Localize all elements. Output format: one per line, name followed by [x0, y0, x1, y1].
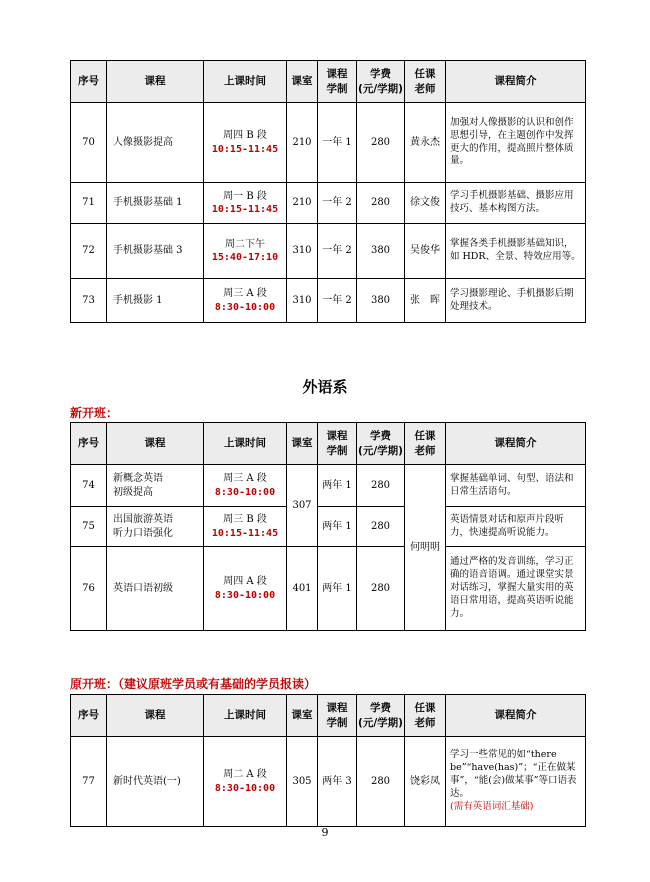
cell-room: 210	[287, 183, 318, 224]
header-course: 课程	[107, 695, 204, 737]
cell-teacher-shared: 何明明	[405, 465, 446, 631]
cell-duration: 一年 2	[318, 224, 357, 279]
cell-teacher: 吴俊华	[405, 224, 446, 279]
prerequisite-note: (需有英语词汇基础)	[450, 800, 534, 812]
cell-course: 人像摄影提高	[107, 103, 204, 183]
cell-room-shared: 307	[287, 465, 318, 547]
cell-room: 305	[287, 737, 318, 827]
header-duration: 课程 学制	[318, 695, 357, 737]
cell-teacher: 徐文俊	[405, 183, 446, 224]
cell-no: 74	[71, 465, 107, 507]
photography-course-table	[70, 60, 586, 323]
header-course: 课程	[107, 61, 204, 103]
header-course: 课程	[107, 423, 204, 465]
cell-course: 英语口语初级	[107, 547, 204, 631]
header-room: 课室	[287, 423, 318, 465]
cell-fee: 280	[357, 547, 405, 631]
new-class-label: 新开班：	[70, 406, 119, 420]
cell-no: 76	[71, 547, 107, 631]
cell-duration: 两年 1	[318, 507, 357, 547]
cell-time: 周三 B 段 10:15-11:45	[204, 507, 287, 547]
cell-room: 401	[287, 547, 318, 631]
table-row	[71, 279, 586, 323]
cell-desc: 掌握各类手机摄影基础知识，如 HDR、全景、特效应用等。	[446, 224, 586, 279]
cell-no: 77	[71, 737, 107, 827]
header-no: 序号	[71, 61, 107, 103]
cell-fee: 280	[357, 183, 405, 224]
cell-time: 周二下午 15:40-17:10	[204, 224, 287, 279]
cell-no: 75	[71, 507, 107, 547]
cell-duration: 两年 1	[318, 547, 357, 631]
header-duration: 课程 学制	[318, 61, 357, 103]
cell-fee: 380	[357, 279, 405, 323]
header-time: 上课时间	[204, 695, 287, 737]
section-title: 外语系	[302, 378, 348, 396]
cell-no: 70	[71, 103, 107, 183]
header-fee: 学费 (元/学期)	[357, 423, 405, 465]
cell-duration: 一年 2	[318, 183, 357, 224]
cell-desc: 加强对人像摄影的认识和创作思想引导，在主题创作中发挥更大的作用，提高照片整体质量。	[446, 103, 586, 183]
cell-room: 210	[287, 103, 318, 183]
cell-teacher: 饶彩凤	[405, 737, 446, 827]
old-class-label: 原开班：（建议原班学员或有基础的学员报读）	[70, 677, 317, 691]
cell-teacher: 张 晖	[405, 279, 446, 323]
page-number: 9	[321, 826, 329, 839]
cell-desc: 掌握基础单词、句型、语法和日常生活语句。	[446, 465, 586, 507]
header-duration: 课程 学制	[318, 423, 357, 465]
cell-no: 72	[71, 224, 107, 279]
cell-time: 周一 B 段 10:15-11:45	[204, 183, 287, 224]
cell-desc: 学习手机摄影基础、摄影应用技巧、基本构图方法。	[446, 183, 586, 224]
cell-duration: 一年 1	[318, 103, 357, 183]
table-row	[71, 507, 586, 547]
header-desc: 课程简介	[446, 423, 586, 465]
cell-course: 出国旅游英语 听力口语强化	[107, 507, 204, 547]
cell-no: 71	[71, 183, 107, 224]
cell-duration: 两年 3	[318, 737, 357, 827]
table-header-row	[71, 695, 586, 737]
header-room: 课室	[287, 695, 318, 737]
header-fee: 学费 (元/学期)	[357, 61, 405, 103]
cell-course: 手机摄影 1	[107, 279, 204, 323]
english-old-course-table	[70, 694, 586, 827]
cell-time: 周二 A 段 8:30-10:00	[204, 737, 287, 827]
table-row	[71, 224, 586, 279]
cell-room: 310	[287, 224, 318, 279]
cell-desc: 学习摄影理论、手机摄影后期处理技术。	[446, 279, 586, 323]
header-no: 序号	[71, 423, 107, 465]
header-no: 序号	[71, 695, 107, 737]
cell-fee: 380	[357, 224, 405, 279]
cell-fee: 280	[357, 465, 405, 507]
table-row	[71, 103, 586, 183]
cell-desc: 学习一些常见的如“there be”“have(has)”；“正在做某事”，“能(会)做某事”等口语表达。 (需有英语词汇基础)	[446, 737, 586, 827]
cell-duration: 一年 2	[318, 279, 357, 323]
cell-desc: 英语情景对话和原声片段听力，快速提高听说能力。	[446, 507, 586, 547]
header-teacher: 任课 老师	[405, 423, 446, 465]
cell-course: 手机摄影基础 1	[107, 183, 204, 224]
cell-course: 新时代英语(一)	[107, 737, 204, 827]
header-time: 上课时间	[204, 61, 287, 103]
header-desc: 课程简介	[446, 695, 586, 737]
table-header-row	[71, 423, 586, 465]
cell-desc: 通过严格的发音训练，学习正确的语音语调。通过课堂实景对话练习，掌握大量实用的英语日常用语，提高英语听说能力。	[446, 547, 586, 631]
table-row	[71, 465, 586, 507]
cell-teacher: 黄永杰	[405, 103, 446, 183]
cell-time: 周四 B 段 10:15-11:45	[204, 103, 287, 183]
cell-course: 手机摄影基础 3	[107, 224, 204, 279]
table-row	[71, 183, 586, 224]
table-row	[71, 737, 586, 827]
cell-duration: 两年 1	[318, 465, 357, 507]
cell-fee: 280	[357, 507, 405, 547]
cell-time: 周三 A 段 8:30-10:00	[204, 465, 287, 507]
header-room: 课室	[287, 61, 318, 103]
cell-room: 310	[287, 279, 318, 323]
table-row	[71, 547, 586, 631]
cell-time: 周四 A 段 8:30-10:00	[204, 547, 287, 631]
cell-fee: 280	[357, 103, 405, 183]
header-desc: 课程简介	[446, 61, 586, 103]
cell-time: 周三 A 段 8:30-10:00	[204, 279, 287, 323]
table-header-row	[71, 61, 586, 103]
cell-course: 新概念英语 初级提高	[107, 465, 204, 507]
header-teacher: 任课 老师	[405, 695, 446, 737]
header-fee: 学费 (元/学期)	[357, 695, 405, 737]
header-teacher: 任课 老师	[405, 61, 446, 103]
english-new-course-table	[70, 422, 586, 631]
cell-no: 73	[71, 279, 107, 323]
header-time: 上课时间	[204, 423, 287, 465]
cell-fee: 280	[357, 737, 405, 827]
